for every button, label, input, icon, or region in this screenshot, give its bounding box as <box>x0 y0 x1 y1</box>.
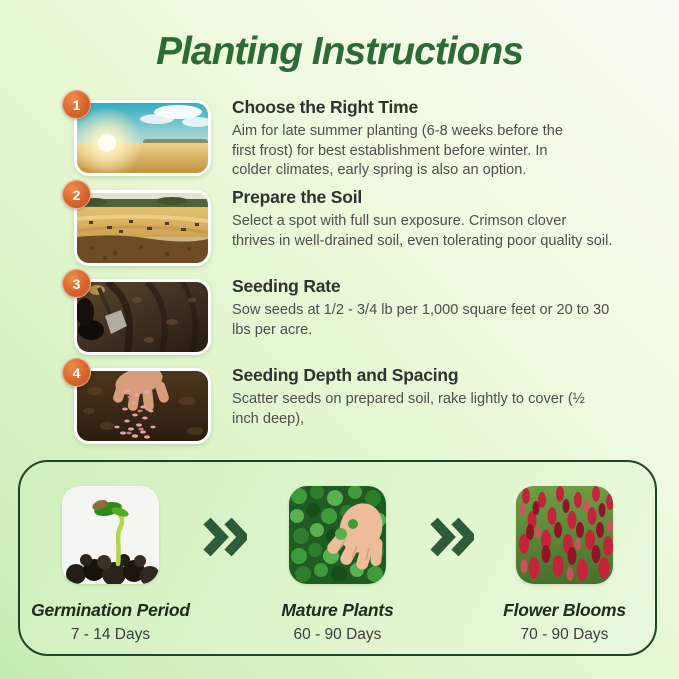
step-number-badge: 2 <box>62 180 91 209</box>
double-chevron-right-icon <box>201 516 247 558</box>
hand-scattering-seeds-photo <box>74 368 211 444</box>
step-number-badge: 4 <box>62 358 91 387</box>
stage-germination <box>20 486 201 644</box>
stage-flower-blooms <box>474 486 655 644</box>
step-4-text <box>232 365 642 429</box>
step-number-badge: 1 <box>62 90 91 119</box>
digging-soil-photo <box>74 279 211 355</box>
step-body-line: Scatter seeds on prepared soil, rake lightly to cover (½ <box>232 391 585 407</box>
stage-duration: 60 - 90 Days <box>293 626 382 643</box>
crimson-flower-field-photo <box>516 486 613 584</box>
step-1-text <box>232 97 642 181</box>
step-body-line: lbs per acre. <box>232 321 313 338</box>
seedling-sprout-photo <box>62 486 159 584</box>
step-number-badge: 3 <box>62 269 91 298</box>
step-heading: Choose the Right Time <box>232 97 419 117</box>
step-heading: Seeding Rate <box>232 276 341 296</box>
clover-plants-hand-photo <box>289 486 386 584</box>
sunny-wheat-field-photo <box>74 100 211 176</box>
step-body-line: Aim for late summer planting (6-8 weeks before the <box>232 123 563 139</box>
step-body-line: thrives in well-drained soil, even tolerating poor quality soil. <box>232 232 613 249</box>
stage-mature-plants <box>247 486 428 644</box>
page-title: Planting Instructions <box>156 30 523 73</box>
stage-duration: 70 - 90 Days <box>520 626 609 643</box>
growth-timeline-box <box>18 460 657 656</box>
double-chevron-right-icon <box>428 516 474 558</box>
harvested-field-photo <box>74 190 211 266</box>
step-2-text <box>232 187 642 251</box>
step-heading: Prepare the Soil <box>232 187 363 207</box>
step-3-text <box>232 276 642 340</box>
stage-label: Flower Blooms <box>503 600 626 620</box>
step-body-line: colder climates, early spring is also an option. <box>232 162 527 179</box>
step-body-line: Select a spot with full sun exposure. Crimson clover <box>232 213 567 229</box>
step-body-line: Sow seeds at 1/2 - 3/4 lb per 1,000 square feet or 20 to 30 <box>232 302 610 318</box>
step-heading: Seeding Depth and Spacing <box>232 365 459 385</box>
step-body-line: first frost) for best establishment before winter. In <box>232 142 548 159</box>
stage-label: Germination Period <box>31 600 190 620</box>
stage-duration: 7 - 14 Days <box>70 626 151 643</box>
stage-label: Mature Plants <box>281 600 394 620</box>
step-body-line: inch deep), <box>232 410 305 427</box>
